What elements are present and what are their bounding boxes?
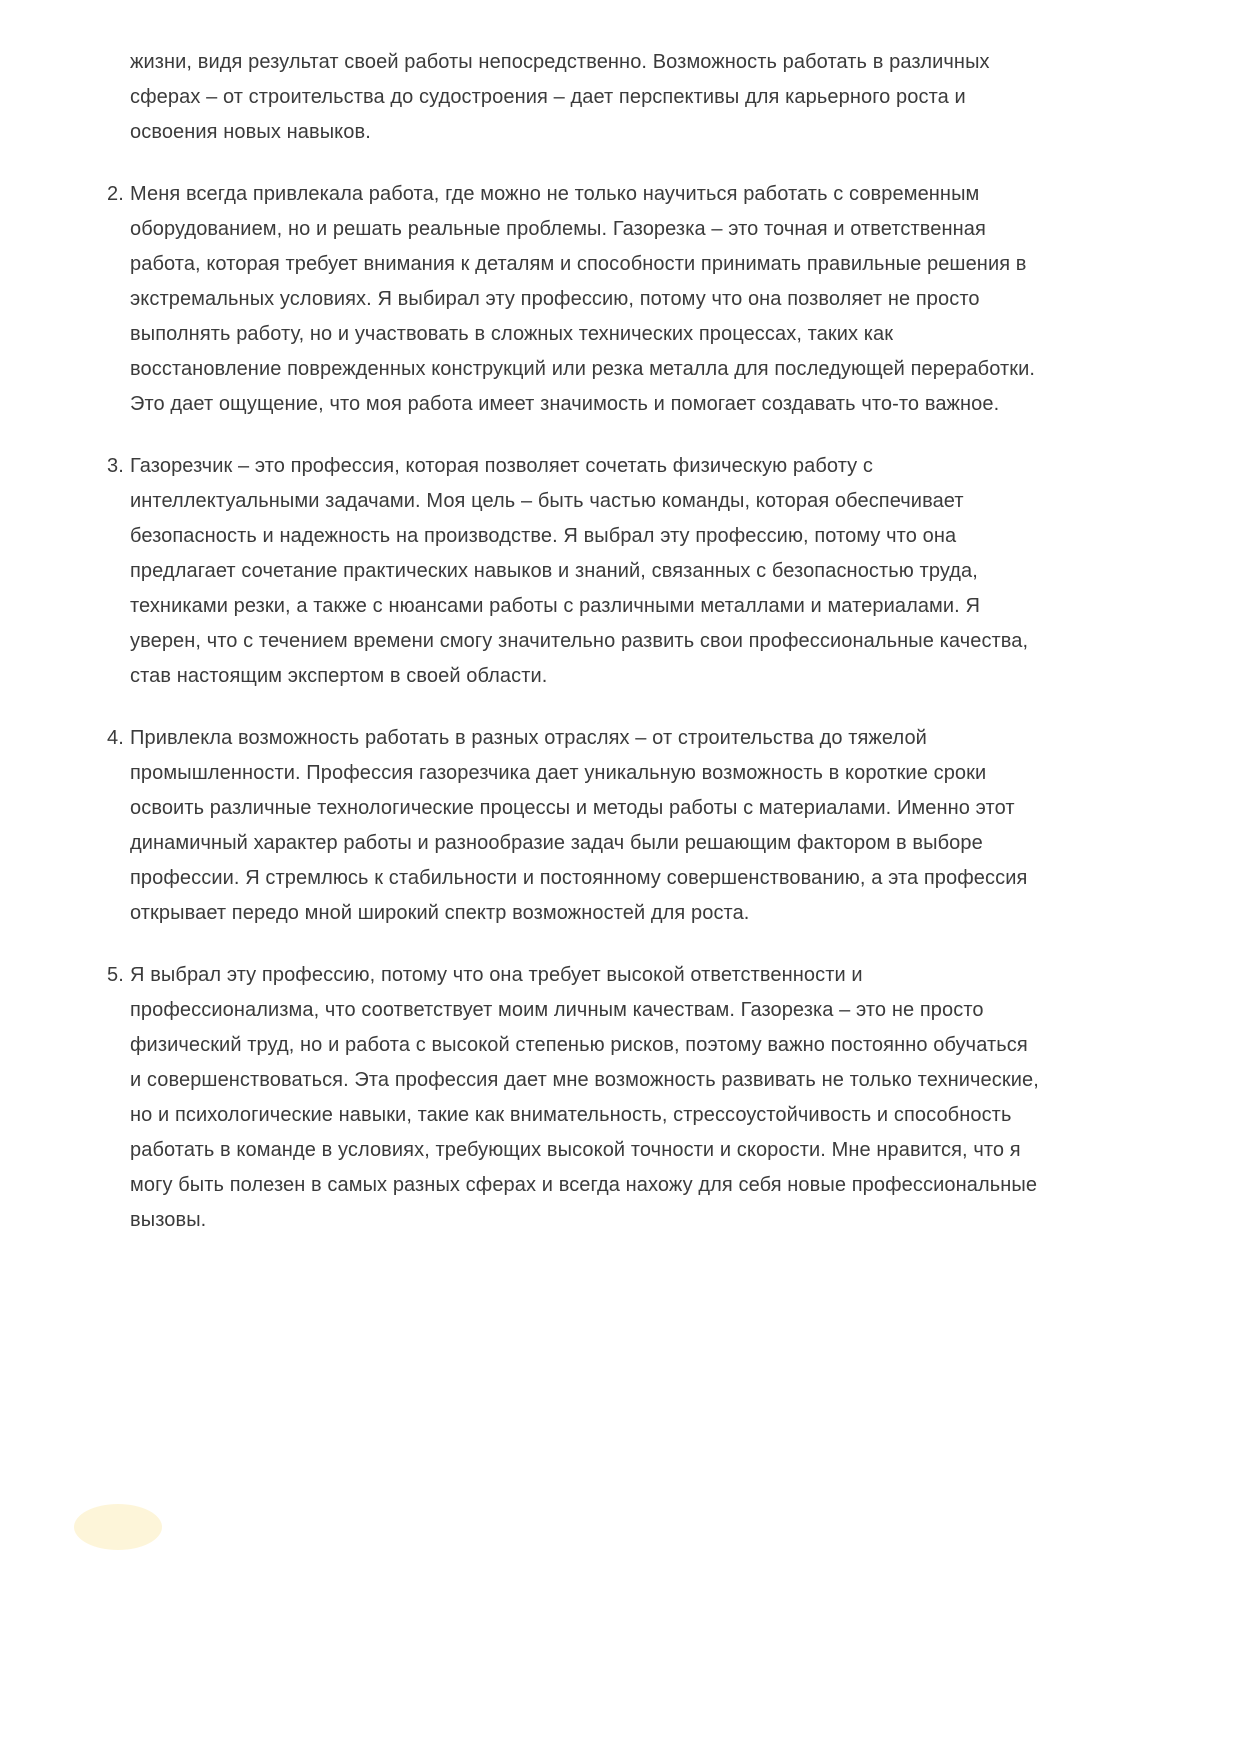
paragraph-continuation: жизни, видя результат своей работы непосредственно. Возможность работать в различных сферах – от строительства до судостроения – дает перспективы для карьерного роста и освоения новых навыков. xyxy=(130,51,990,143)
document-content xyxy=(107,45,1042,1265)
corner-highlight-blob xyxy=(74,1504,162,1550)
list-item-number: 5. xyxy=(107,964,124,986)
list-item xyxy=(107,449,1042,694)
list-item-number: 4. xyxy=(107,727,124,749)
list-item xyxy=(107,177,1042,422)
list-item-text: Я выбрал эту профессию, потому что она требует высокой ответственности и профессионализма, что соответствует моим личным качествам. Газорезка – это не просто физический труд, но и работа с высокой степенью рисков, поэтому важно постоянно обучаться и совершенствоваться. Эта профессия дает мне возможность развивать не только технические, но и психологические навыки, такие как внимательность, стрессоустойчивость и способность работать в команде в условиях, требующих высокой точности и скорости. Мне нравится, что я могу быть полезен в самых разных сферах и всегда нахожу для себя новые профессиональные вызовы. xyxy=(130,964,1039,1231)
list-item xyxy=(107,958,1042,1238)
list-item-number: 2. xyxy=(107,183,124,205)
list-item xyxy=(107,721,1042,931)
list-item-text: Газорезчик – это профессия, которая позволяет сочетать физическую работу с интеллектуальными задачами. Моя цель – быть частью команды, которая обеспечивает безопасность и надежность на производстве. Я выбрал эту профессию, потому что она предлагает сочетание практических навыков и знаний, связанных с безопасностью труда, техниками резки, а также с нюансами работы с различными металлами и материалами. Я уверен, что с течением времени смогу значительно развить свои профессиональные качества, став настоящим экспертом в своей области. xyxy=(130,455,1029,687)
list-item-number: 3. xyxy=(107,455,124,477)
list-item-text: Привлекла возможность работать в разных отраслях – от строительства до тяжелой промышленности. Профессия газорезчика дает уникальную возможность в короткие сроки освоить различные технологические процессы и методы работы с материалами. Именно этот динамичный характер работы и разнообразие задач были решающим фактором в выборе профессии. Я стремлюсь к стабильности и постоянному совершенствованию, а эта профессия открывает передо мной широкий спектр возможностей для роста. xyxy=(130,727,1028,924)
list-item-text: Меня всегда привлекала работа, где можно не только научиться работать с современным оборудованием, но и решать реальные проблемы. Газорезка – это точная и ответственная работа, которая требует внимания к деталям и способности принимать правильные решения в экстремальных условиях. Я выбирал эту профессию, потому что она позволяет не просто выполнять работу, но и участвовать в сложных технических процессах, таких как восстановление поврежденных конструкций или резка металла для последующей переработки. Это дает ощущение, что моя работа имеет значимость и помогает создавать что-то важное. xyxy=(130,183,1036,415)
